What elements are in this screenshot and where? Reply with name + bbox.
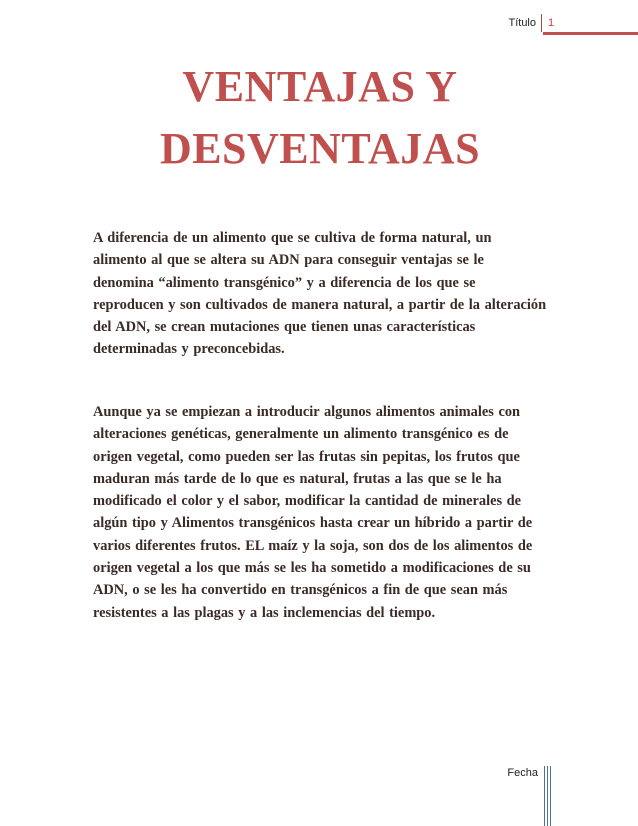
footer-rule-3	[550, 766, 551, 826]
paragraph-intro: A diferencia de un alimento que se cultiva de forma natural, un alimento al que se altera su ADN para conseguir ventajas se le denomina “alimento transgénico” y a diferencia de los que se reproducen y son cultivados de manera natural, a partir de la alteración del ADN, se crean mutaciones que tienen unas características determinadas y preconcebidas.	[93, 230, 547, 358]
footer-date-label: Fecha	[507, 767, 538, 779]
header-accent-bar	[543, 32, 638, 35]
page-number: 1	[548, 17, 555, 29]
document-title: VENTAJAS Y DESVENTAJAS	[159, 62, 481, 173]
header-divider	[541, 14, 542, 32]
footer-rule-2	[547, 766, 548, 826]
header-title-label: Título	[508, 17, 536, 29]
paragraph-details: Aunque ya se empiezan a introducir algunos alimentos animales con alteraciones genéticas, generalmente un alimento transgénico es de origen vegetal, como pueden ser las frutas sin pepitas, los frutos que maduran más tarde de lo que es natural, frutas a las que se le ha modificado el color y el sabor, modificar la cantidad de minerales de algún tipo y Alimentos transgénicos hasta crear un híbrido a partir de varios diferentes frutos. EL maíz y la soja, son dos de los alimentos de origen vegetal a los que más se les ha sometido a modificaciones de su ADN, o se les ha convertido en transgénicos a fin de que sean más resistentes a las plagas y a las inclemencias del tiempo.	[93, 404, 533, 621]
footer-rule-1	[544, 766, 545, 826]
